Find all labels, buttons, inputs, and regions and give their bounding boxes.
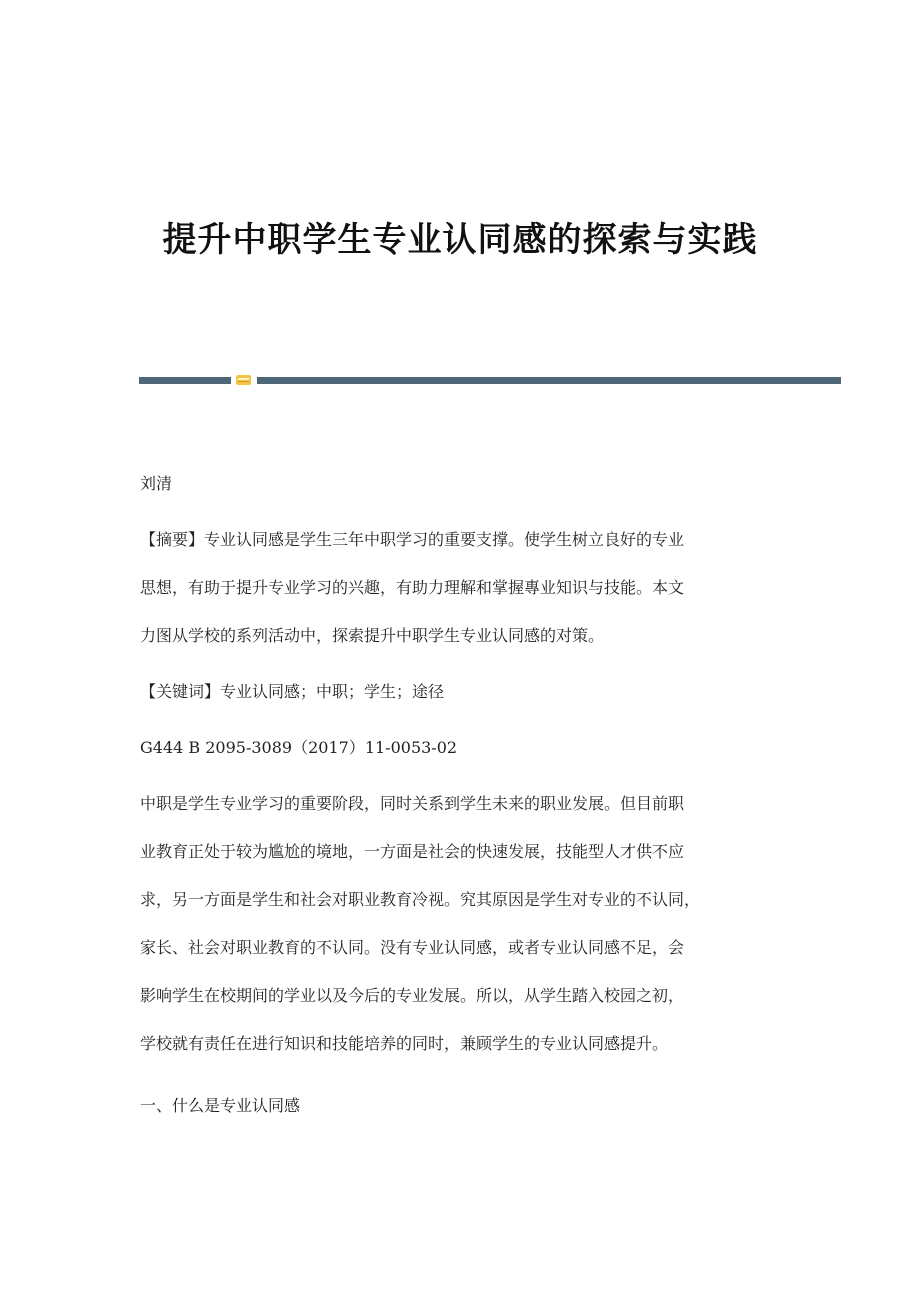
intro-line: 学校就有责任在进行知识和技能培养的同时，兼顾学生的专业认同感提升。 <box>140 1034 669 1053</box>
author-name: 刘清 <box>140 474 173 493</box>
intro-paragraph <box>140 792 780 1056</box>
divider-ornament-icon <box>236 375 251 385</box>
intro-line: 求，另一方面是学生和社会对职业教育冷视。究其原因是学生对专业的不认同， <box>140 890 701 909</box>
classification-code: G444 B 2095-3089（2017）11-0053-02 <box>140 738 458 757</box>
title-divider <box>139 375 841 385</box>
page-title: 提升中职学生专业认同感的探索与实践 <box>162 220 758 260</box>
keywords: 【关键词】专业认同感；中职；学生；途径 <box>140 682 445 701</box>
intro-line: 家长、社会对职业教育的不认同。没有专业认同感，或者专业认同感不足，会 <box>140 938 685 957</box>
section-heading: 一、什么是专业认同感 <box>140 1096 301 1115</box>
intro-line: 影响学生在校期间的学业以及今后的专业发展。所以，从学生踏入校园之初， <box>140 986 685 1005</box>
abstract-line: 思想，有助于提升专业学习的兴趣，有助力理解和掌握專业知识与技能。本文 <box>140 578 685 597</box>
divider-bar-left <box>139 377 231 384</box>
abstract-line: 力图从学校的系列活动中，探索提升中职学生专业认同感的对策。 <box>140 626 605 645</box>
abstract-paragraph <box>140 528 780 648</box>
abstract-line: 【摘要】专业认同感是学生三年中职学习的重要支撑。使学生树立良好的专业 <box>140 530 685 549</box>
intro-line: 业教育正处于较为尴尬的境地，一方面是社会的快速发展，技能型人才供不应 <box>140 842 685 861</box>
divider-bar-right <box>257 377 841 384</box>
intro-line: 中职是学生专业学习的重要阶段，同时关系到学生未来的职业发展。但目前职 <box>140 794 685 813</box>
